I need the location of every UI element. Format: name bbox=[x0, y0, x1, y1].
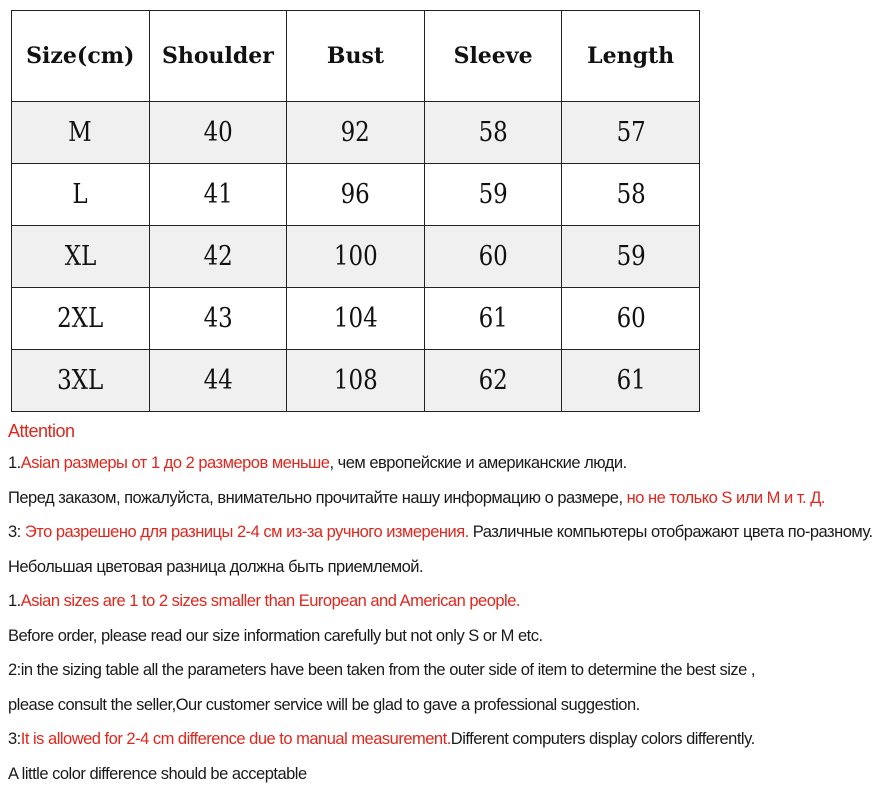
note-ru-4: Небольшая цветовая разница должна быть приемлемой. bbox=[8, 557, 424, 576]
table-row bbox=[12, 102, 700, 164]
header-size: Size(cm) bbox=[12, 11, 150, 102]
table-cell: 61 bbox=[424, 288, 562, 350]
note-text: Перед заказом, пожалуйста, внимательно прочитайте нашу информацию о размере, bbox=[8, 488, 627, 507]
table-row bbox=[12, 350, 700, 412]
table-cell: 58 bbox=[424, 102, 562, 164]
table-cell: 2XL bbox=[12, 288, 150, 350]
table-cell: XL bbox=[12, 226, 150, 288]
note-en-3: 2:in the sizing table all the parameters have been taken from the outer side of item to determine the best size , bbox=[8, 661, 755, 679]
table-header-row bbox=[12, 11, 700, 102]
table-cell: 43 bbox=[149, 288, 287, 350]
note-highlight: It is allowed for 2-4 cm difference due to manual measurement. bbox=[20, 730, 451, 748]
table-cell: 3XL bbox=[12, 350, 150, 412]
table-cell: 58 bbox=[562, 164, 700, 226]
table-cell: 41 bbox=[149, 164, 287, 226]
note-ru-3 bbox=[8, 515, 873, 550]
table-cell: 60 bbox=[424, 226, 562, 288]
size-chart-table bbox=[11, 10, 700, 412]
note-text: Различные компьютеры отображают цвета по-разному. bbox=[468, 523, 873, 541]
note-en-4: please consult the seller,Our customer service will be glad to gave a professional suggestion. bbox=[8, 695, 640, 714]
table-cell: 44 bbox=[149, 350, 287, 412]
attention-heading bbox=[8, 416, 798, 446]
note-ru-1 bbox=[8, 446, 798, 481]
table-cell: 100 bbox=[287, 226, 425, 288]
note-prefix: 1. bbox=[8, 454, 21, 472]
table-cell: 57 bbox=[562, 102, 700, 164]
header-shoulder: Shoulder bbox=[149, 11, 287, 102]
note-en-2: Before order, please read our size information carefully but not only S or M etc. bbox=[8, 626, 543, 645]
table-row bbox=[12, 288, 700, 350]
note-text: Different computers display colors differently. bbox=[450, 730, 755, 748]
table-cell: 40 bbox=[149, 102, 287, 164]
header-bust: Bust bbox=[287, 11, 425, 102]
note-prefix: 3: bbox=[8, 523, 25, 541]
table-cell: 42 bbox=[149, 226, 287, 288]
note-highlight: но не только S или M и т. Д. bbox=[626, 488, 825, 507]
size-notes bbox=[8, 416, 873, 791]
table-cell: 96 bbox=[287, 164, 425, 226]
table-cell: 104 bbox=[287, 288, 425, 350]
attention-title: Attention bbox=[8, 421, 75, 441]
header-length: Length bbox=[562, 11, 700, 102]
table-cell: 60 bbox=[562, 288, 700, 350]
table-cell: 62 bbox=[424, 350, 562, 412]
note-en-5 bbox=[8, 722, 798, 757]
table-cell: 59 bbox=[562, 226, 700, 288]
table-cell: 92 bbox=[287, 102, 425, 164]
note-highlight: Это разрешено для разницы 2-4 см из-за ручного измерения. bbox=[24, 523, 469, 541]
note-en-1 bbox=[8, 584, 798, 619]
header-sleeve: Sleeve bbox=[424, 11, 562, 102]
note-prefix: 3: bbox=[8, 730, 21, 748]
note-highlight: Asian sizes are 1 to 2 sizes smaller than European and American people. bbox=[20, 592, 520, 610]
table-cell: 61 bbox=[562, 350, 700, 412]
table-cell: L bbox=[12, 164, 150, 226]
table-cell: 108 bbox=[287, 350, 425, 412]
note-prefix: 1. bbox=[8, 592, 21, 610]
table-cell: M bbox=[12, 102, 150, 164]
note-en-6: A little color difference should be acceptable bbox=[8, 764, 307, 783]
table-row bbox=[12, 226, 700, 288]
note-text: , чем европейские и американские люди. bbox=[329, 454, 627, 472]
note-highlight: Asian размеры от 1 до 2 размеров меньше bbox=[20, 454, 330, 472]
note-ru-2 bbox=[8, 481, 825, 516]
table-row bbox=[12, 164, 700, 226]
table-cell: 59 bbox=[424, 164, 562, 226]
